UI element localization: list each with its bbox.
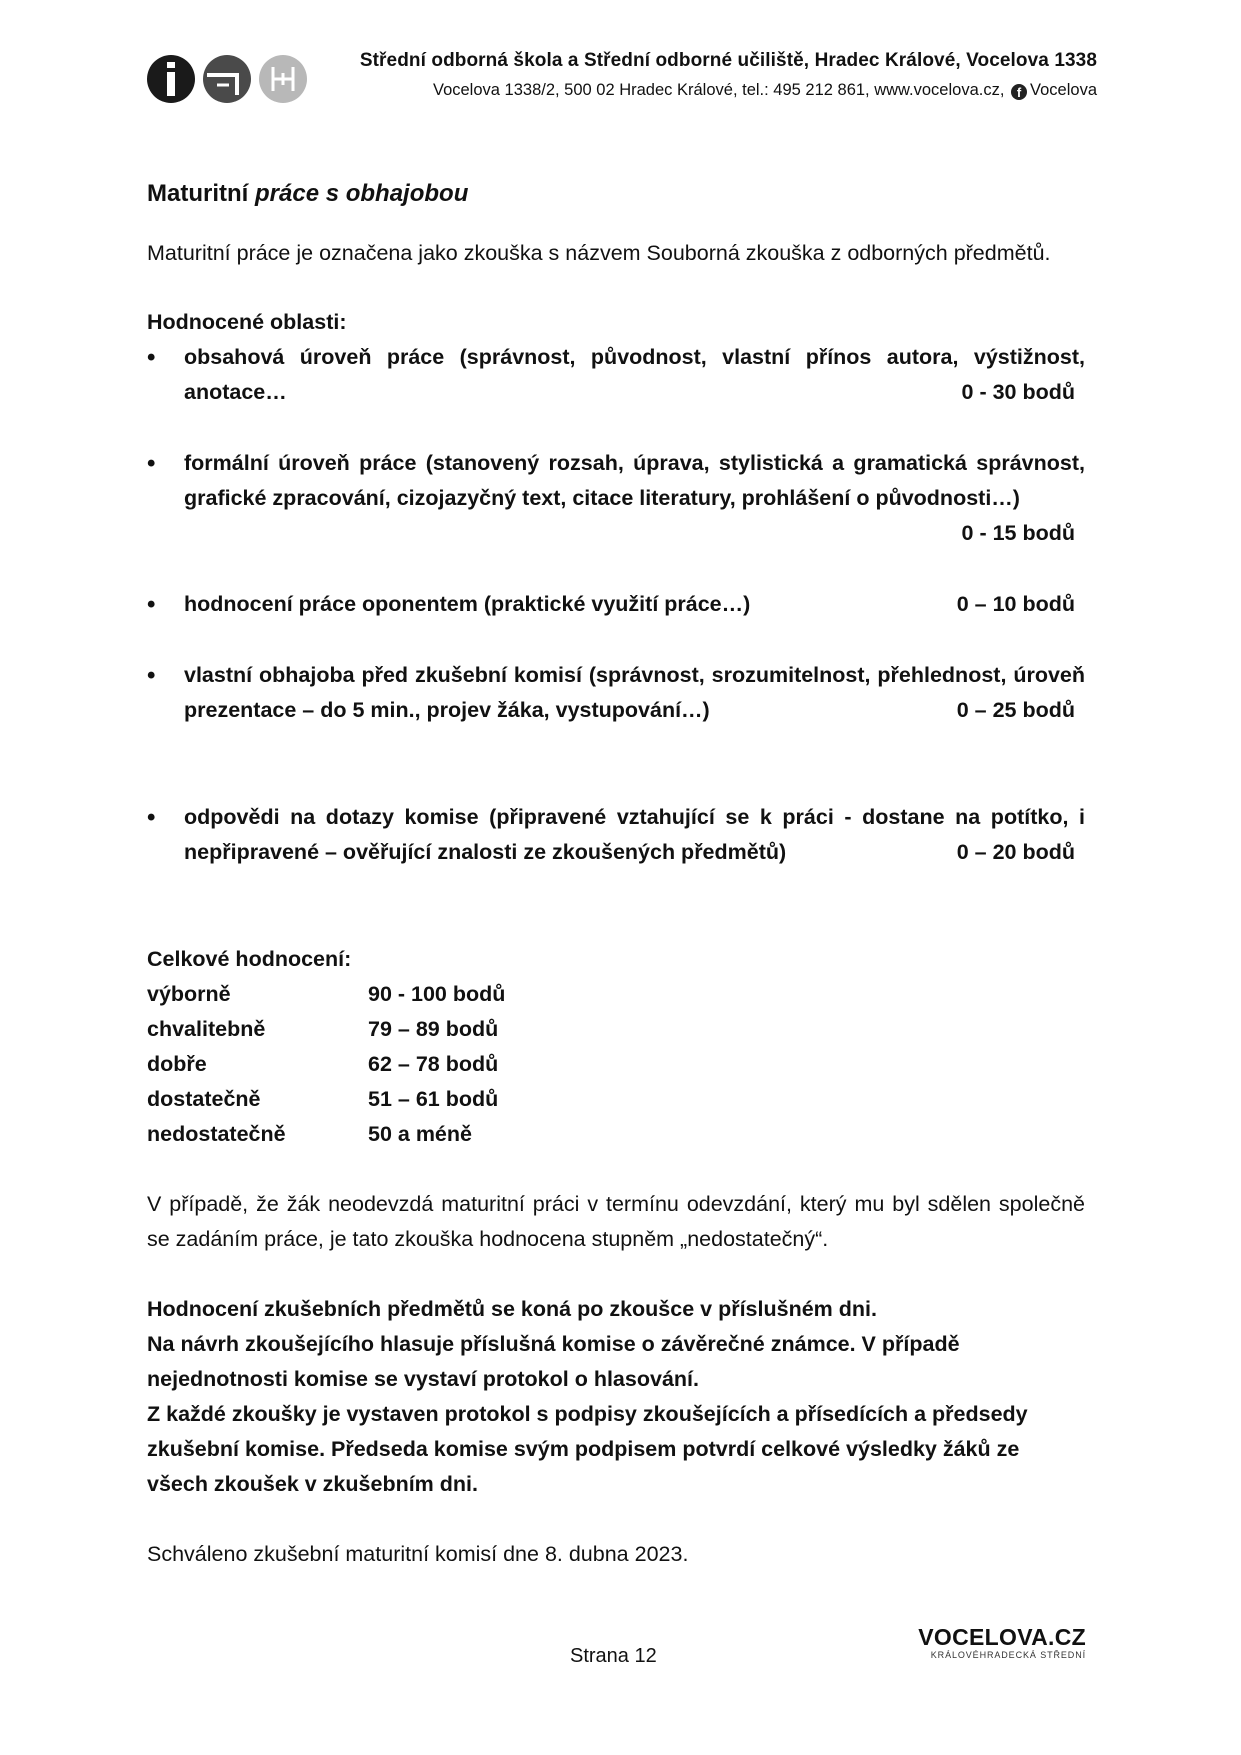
page-title (147, 176, 1085, 212)
logo-arrow-icon (203, 55, 251, 103)
footer-brand (918, 1625, 1086, 1661)
overall-label: Celkové hodnocení: (147, 947, 352, 971)
evaluation-areas-list (147, 340, 1085, 870)
logo-h-icon (259, 55, 307, 103)
title-normal: Maturitní (147, 180, 249, 207)
area-text: odpovědi na dotazy komise (připravené vztahující se k práci - dostane na potítko, i nepřipravené – ověřující znalosti ze zkoušených předmětů) (184, 805, 1085, 864)
document-body (147, 176, 1085, 1572)
rule-line: Z každé zkoušky je vystaven protokol s podpisy zkoušejících a přísedících a předsedy zkušební komise. Předseda komise svým podpisem potvrdí celkové výsledky žáků ze všech zkoušek v zkušebním dni. (147, 1402, 1028, 1496)
area-points: 0 - 15 bodů (961, 521, 1075, 545)
grade-range: 51 – 61 bodů (368, 1087, 499, 1111)
evaluation-rules (147, 1292, 1085, 1502)
page-number: Strana 12 (570, 1645, 657, 1667)
grade-range: 79 – 89 bodů (368, 1017, 499, 1041)
rule-line: Hodnocení zkušebních předmětů se koná po zkoušce v příslušném dni. (147, 1297, 877, 1321)
grade-name: chvalitebně (147, 1017, 266, 1041)
area-text: vlastní obhajoba před zkušební komisí (správnost, srozumitelnost, přehlednost, úroveň prezentace – do 5 min., projev žáka, vystupování…) (184, 663, 1085, 722)
area-points: 0 – 20 bodů (956, 840, 1075, 864)
area-item (147, 446, 1085, 551)
area-text: formální úroveň práce (stanovený rozsah, úprava, stylistická a gramatická správnost, grafické zpracování, cizojazyčný text, citace literatury, prohlášení o původnosti…) (184, 451, 1085, 510)
address-text: Vocelova 1338/2, 500 02 Hradec Králové, tel.: 495 212 861, www.vocelova.cz, (432, 81, 1005, 99)
grade-name: nedostatečně (147, 1122, 286, 1146)
intro-paragraph: Maturitní práce je označena jako zkouška s názvem Souborná zkouška z odborných předmětů. (147, 241, 1051, 265)
facebook-name: Vocelova (1030, 81, 1097, 99)
grade-row (147, 1047, 505, 1082)
school-name: Střední odborná škola a Střední odborné učiliště, Hradec Králové, Vocelova 1338 (359, 50, 1097, 71)
grade-name: výborně (147, 982, 231, 1006)
area-item (147, 340, 1085, 410)
grade-range: 90 - 100 bodů (368, 982, 506, 1006)
approval-statement: Schváleno zkušební maturitní komisí dne 8. dubna 2023. (147, 1542, 689, 1566)
grade-name: dobře (147, 1052, 207, 1076)
rule-line: Na návrh zkoušejícího hlasuje příslušná komise o závěrečné známce. V případě nejednotnosti komise se vystaví protokol o hlasování. (147, 1332, 960, 1391)
grade-range: 62 – 78 bodů (368, 1052, 499, 1076)
area-points: 0 – 10 bodů (956, 592, 1075, 616)
area-text: hodnocení práce oponentem (praktické využití práce…) (184, 592, 751, 616)
grades-table (147, 977, 505, 1152)
grade-row (147, 977, 505, 1012)
school-address (342, 81, 1097, 100)
school-logos (147, 55, 307, 103)
grade-row (147, 1117, 505, 1152)
area-item (147, 587, 1085, 622)
page-header (147, 50, 1097, 110)
non-submission-note: V případě, že žák neodevzdá maturitní práci v termínu odevzdání, který mu byl sdělen společně se zadáním práce, je tato zkouška hodnocena stupněm „nedostatečný“. (147, 1192, 1085, 1251)
area-points: 0 - 30 bodů (961, 380, 1075, 404)
grade-row (147, 1082, 505, 1117)
logo-i-icon (147, 55, 195, 103)
title-italic: práce s obhajobou (255, 180, 469, 207)
brand-name: VOCELOVA.CZ (918, 1624, 1086, 1650)
facebook-icon: f (1011, 84, 1027, 100)
area-text: obsahová úroveň práce (správnost, původnost, vlastní přínos autora, výstižnost, anotace… (184, 345, 1085, 404)
area-item (147, 800, 1085, 870)
grade-range: 50 a méně (368, 1122, 472, 1146)
area-points: 0 – 25 bodů (956, 698, 1075, 722)
area-item (147, 658, 1085, 728)
brand-subtitle: KRÁLOVÉHRADECKÁ STŘEDNÍ (930, 1650, 1086, 1660)
grade-row (147, 1012, 505, 1047)
grade-name: dostatečně (147, 1087, 261, 1111)
areas-label: Hodnocené oblasti: (147, 310, 347, 334)
